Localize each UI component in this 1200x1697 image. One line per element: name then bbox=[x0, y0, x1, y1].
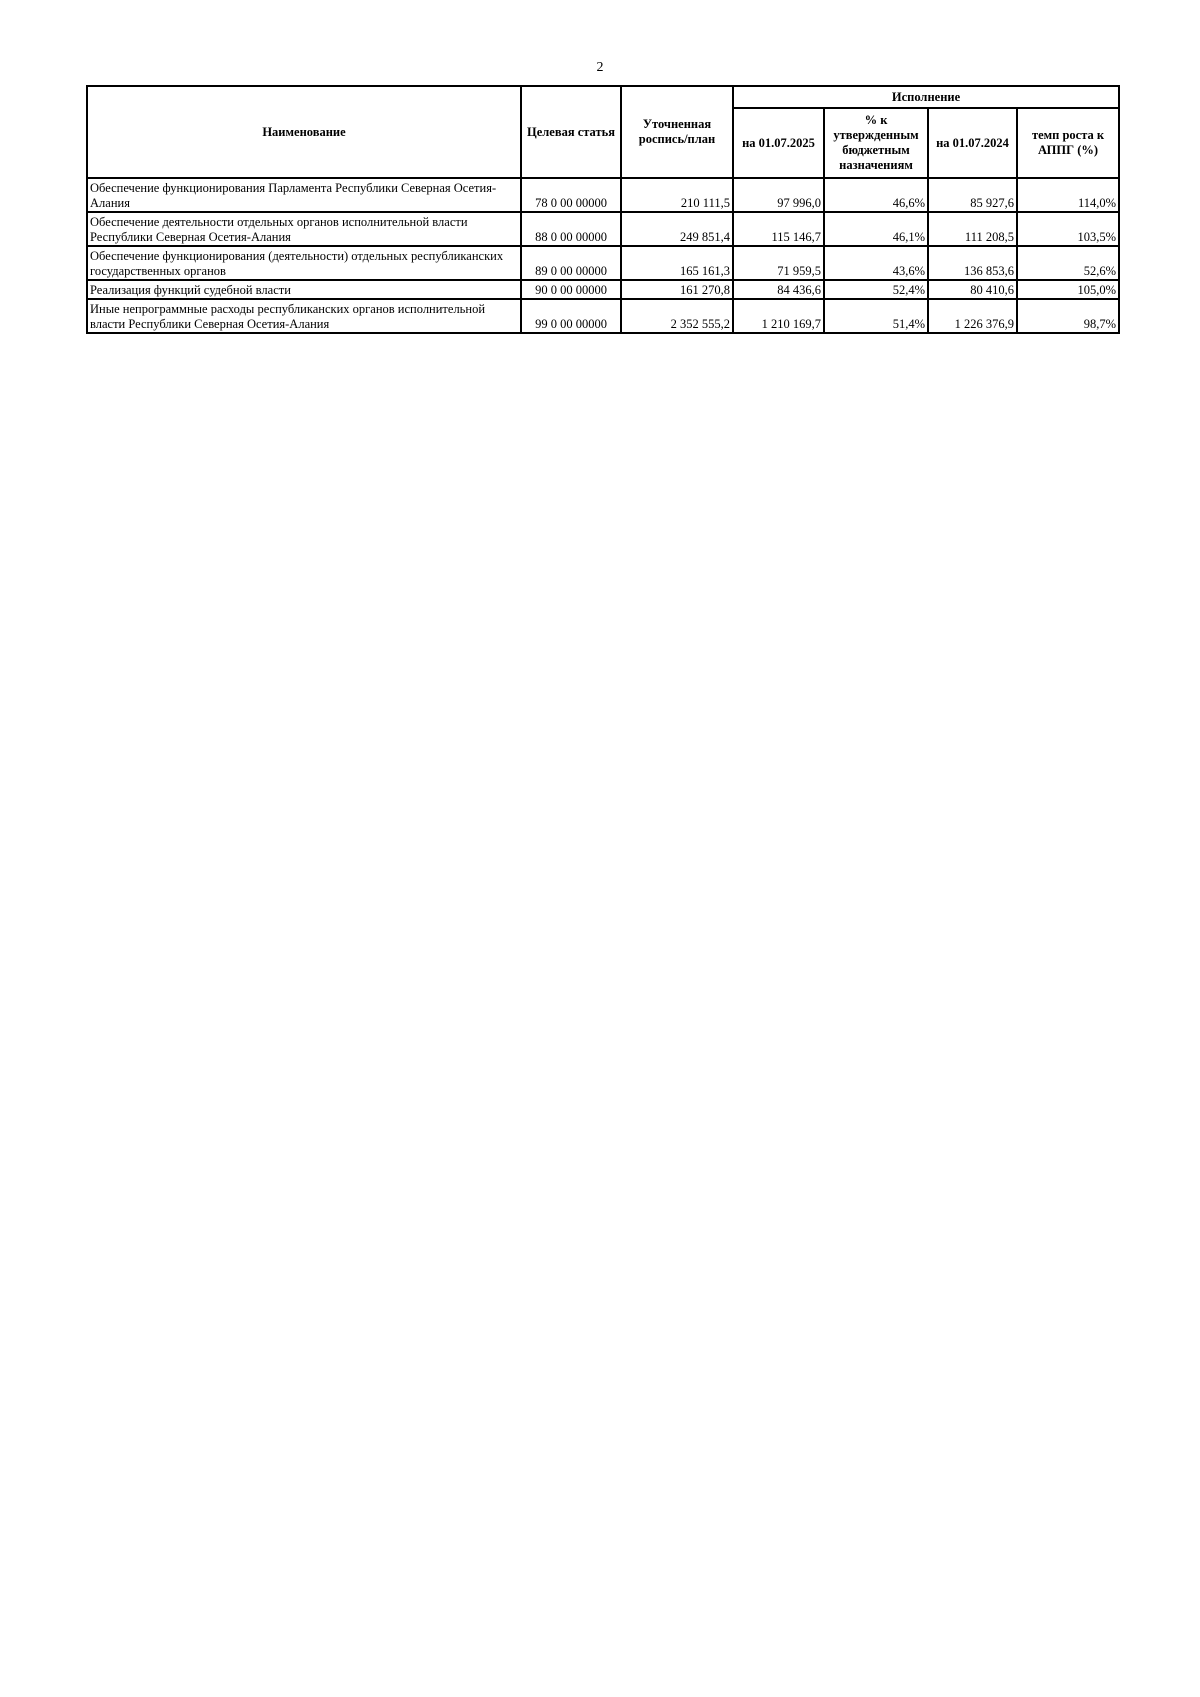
row-pct: 46,6% bbox=[824, 178, 928, 212]
header-growth-rate: темп роста к АППГ (%) bbox=[1017, 108, 1119, 178]
row-code: 88 0 00 00000 bbox=[521, 212, 621, 246]
row-plan: 2 352 555,2 bbox=[621, 299, 733, 333]
row-plan: 249 851,4 bbox=[621, 212, 733, 246]
row-code: 89 0 00 00000 bbox=[521, 246, 621, 280]
header-row-top bbox=[87, 86, 1119, 108]
table-row bbox=[87, 246, 1119, 280]
row-name: Обеспечение функционирования Парламента Республики Северная Осетия-Алания bbox=[87, 178, 521, 212]
row-on-2025: 71 959,5 bbox=[733, 246, 824, 280]
row-pct: 51,4% bbox=[824, 299, 928, 333]
table-row bbox=[87, 299, 1119, 333]
header-on-2024: на 01.07.2024 bbox=[928, 108, 1017, 178]
row-on-2024: 136 853,6 bbox=[928, 246, 1017, 280]
row-on-2025: 97 996,0 bbox=[733, 178, 824, 212]
table-row bbox=[87, 280, 1119, 299]
header-execution: Исполнение bbox=[733, 86, 1119, 108]
header-name: Наименование bbox=[87, 86, 521, 178]
page-number: 2 bbox=[596, 60, 604, 75]
row-growth: 105,0% bbox=[1017, 280, 1119, 299]
header-target-article: Целевая статья bbox=[521, 86, 621, 178]
row-growth: 103,5% bbox=[1017, 212, 1119, 246]
row-on-2024: 80 410,6 bbox=[928, 280, 1017, 299]
row-name: Иные непрограммные расходы республиканских органов исполнительной власти Республики Северная Осетия-Алания bbox=[87, 299, 521, 333]
row-on-2024: 111 208,5 bbox=[928, 212, 1017, 246]
row-code: 99 0 00 00000 bbox=[521, 299, 621, 333]
row-on-2025: 84 436,6 bbox=[733, 280, 824, 299]
budget-execution-table bbox=[86, 85, 1120, 334]
row-on-2025: 115 146,7 bbox=[733, 212, 824, 246]
row-growth: 52,6% bbox=[1017, 246, 1119, 280]
row-pct: 52,4% bbox=[824, 280, 928, 299]
row-growth: 98,7% bbox=[1017, 299, 1119, 333]
row-on-2024: 1 226 376,9 bbox=[928, 299, 1017, 333]
row-pct: 46,1% bbox=[824, 212, 928, 246]
header-pct-approved: % к утвержденным бюджетным назначениям bbox=[824, 108, 928, 178]
row-name: Обеспечение деятельности отдельных органов исполнительной власти Республики Северная Осетия-Алания bbox=[87, 212, 521, 246]
table-row bbox=[87, 212, 1119, 246]
row-name: Обеспечение функционирования (деятельности) отдельных республиканских государственных органов bbox=[87, 246, 521, 280]
row-code: 90 0 00 00000 bbox=[521, 280, 621, 299]
row-code: 78 0 00 00000 bbox=[521, 178, 621, 212]
row-on-2024: 85 927,6 bbox=[928, 178, 1017, 212]
row-on-2025: 1 210 169,7 bbox=[733, 299, 824, 333]
row-name: Реализация функций судебной власти bbox=[87, 280, 521, 299]
table-row bbox=[87, 178, 1119, 212]
row-plan: 161 270,8 bbox=[621, 280, 733, 299]
row-plan: 210 111,5 bbox=[621, 178, 733, 212]
row-plan: 165 161,3 bbox=[621, 246, 733, 280]
header-on-2025: на 01.07.2025 bbox=[733, 108, 824, 178]
row-pct: 43,6% bbox=[824, 246, 928, 280]
row-growth: 114,0% bbox=[1017, 178, 1119, 212]
header-plan: Уточненная роспись/план bbox=[621, 86, 733, 178]
